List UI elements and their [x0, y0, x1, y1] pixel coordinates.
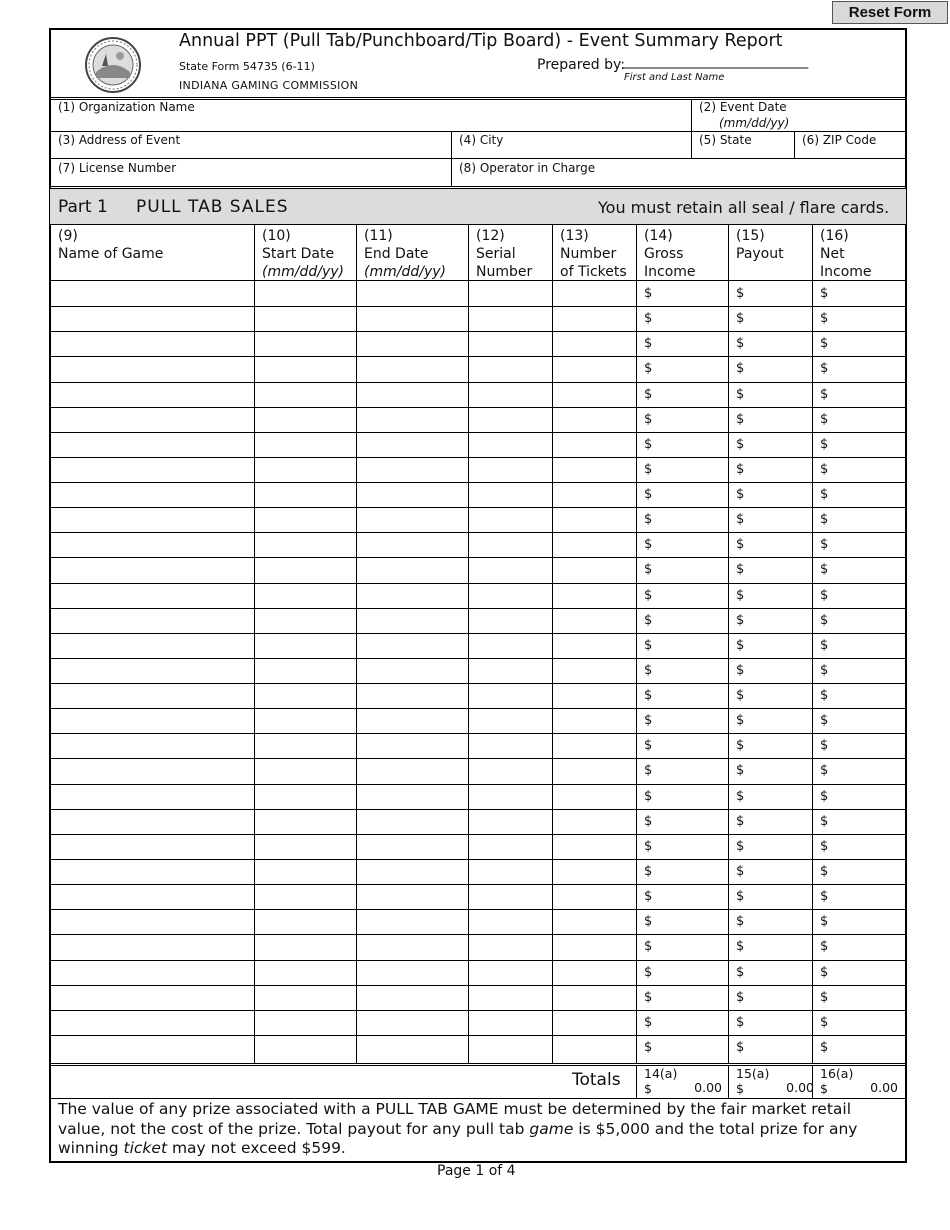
- total-label: 14(a): [644, 1066, 678, 1081]
- event-date-field[interactable]: (2) Event Date: [699, 100, 787, 114]
- currency-cell[interactable]: $: [644, 437, 653, 452]
- currency-cell[interactable]: $: [644, 864, 653, 879]
- currency-cell[interactable]: $: [820, 713, 829, 728]
- currency-cell[interactable]: $: [820, 663, 829, 678]
- part1-title: PULL TAB SALES: [136, 197, 289, 217]
- currency-cell[interactable]: $: [644, 663, 653, 678]
- currency-cell[interactable]: $: [820, 487, 829, 502]
- currency-cell[interactable]: $: [644, 688, 653, 703]
- form-title: Annual PPT (Pull Tab/Punchboard/Tip Board) - Event Summary Report: [179, 31, 783, 51]
- agency-name: INDIANA GAMING COMMISSION: [179, 79, 359, 92]
- currency-cell[interactable]: $: [820, 286, 829, 301]
- currency-cell[interactable]: $: [736, 487, 745, 502]
- currency-cell[interactable]: $: [736, 512, 745, 527]
- currency-cell[interactable]: $: [736, 1040, 745, 1055]
- total-currency: $: [644, 1081, 652, 1096]
- prepared-by-input[interactable]: ____________________________: [623, 53, 808, 69]
- zip-field[interactable]: (6) ZIP Code: [802, 133, 877, 147]
- column-header: (11) End Date (mm/dd/yy): [364, 228, 446, 280]
- currency-cell[interactable]: $: [820, 437, 829, 452]
- currency-cell[interactable]: $: [736, 763, 745, 778]
- currency-cell[interactable]: $: [820, 1015, 829, 1030]
- currency-cell[interactable]: $: [820, 311, 829, 326]
- footer-note-line1: The value of any prize associated with a PULL TAB GAME must be determined by the fair market retail: [58, 1100, 852, 1118]
- currency-cell[interactable]: $: [736, 361, 745, 376]
- total-currency: $: [736, 1081, 744, 1096]
- reset-form-button[interactable]: Reset Form: [832, 1, 948, 24]
- total-value[interactable]: 0.00: [694, 1080, 722, 1095]
- currency-cell[interactable]: $: [644, 537, 653, 552]
- currency-cell[interactable]: $: [820, 588, 829, 603]
- currency-cell[interactable]: $: [820, 562, 829, 577]
- currency-cell[interactable]: $: [820, 336, 829, 351]
- currency-cell[interactable]: $: [736, 336, 745, 351]
- currency-cell[interactable]: $: [644, 387, 653, 402]
- currency-cell[interactable]: $: [644, 1015, 653, 1030]
- currency-cell[interactable]: $: [736, 286, 745, 301]
- form-number: State Form 54735 (6-11): [179, 60, 315, 73]
- currency-cell[interactable]: $: [736, 638, 745, 653]
- currency-cell[interactable]: $: [644, 965, 653, 980]
- currency-cell[interactable]: $: [820, 965, 829, 980]
- currency-cell[interactable]: $: [644, 613, 653, 628]
- currency-cell[interactable]: $: [736, 713, 745, 728]
- currency-cell[interactable]: $: [644, 763, 653, 778]
- currency-cell[interactable]: $: [820, 462, 829, 477]
- currency-cell[interactable]: $: [644, 889, 653, 904]
- currency-cell[interactable]: $: [736, 789, 745, 804]
- currency-cell[interactable]: $: [820, 638, 829, 653]
- currency-cell[interactable]: $: [736, 864, 745, 879]
- first-last-name-caption: First and Last Name: [624, 72, 725, 83]
- totals-label: Totals: [572, 1070, 621, 1090]
- operator-field[interactable]: (8) Operator in Charge: [459, 161, 596, 175]
- currency-cell[interactable]: $: [736, 462, 745, 477]
- currency-cell[interactable]: $: [644, 814, 653, 829]
- currency-cell[interactable]: $: [644, 588, 653, 603]
- currency-cell[interactable]: $: [820, 512, 829, 527]
- currency-cell[interactable]: $: [736, 663, 745, 678]
- currency-cell[interactable]: $: [820, 814, 829, 829]
- currency-cell[interactable]: $: [644, 638, 653, 653]
- part1-notice: You must retain all seal / flare cards.: [598, 198, 890, 217]
- currency-cell[interactable]: $: [644, 336, 653, 351]
- currency-cell[interactable]: $: [644, 1040, 653, 1055]
- currency-cell[interactable]: $: [820, 738, 829, 753]
- currency-cell[interactable]: $: [736, 613, 745, 628]
- currency-cell[interactable]: $: [644, 914, 653, 929]
- column-header: (16) Net Income: [820, 228, 872, 280]
- footer-note-line2: value, not the cost of the prize. Total payout for any pull tab game is $5,000 and the total prize for any: [58, 1119, 858, 1138]
- total-value[interactable]: 0.00: [870, 1080, 898, 1095]
- currency-cell[interactable]: $: [736, 688, 745, 703]
- column-header: (13) Number of Tickets: [560, 228, 627, 280]
- currency-cell[interactable]: $: [736, 1015, 745, 1030]
- total-currency: $: [820, 1081, 828, 1096]
- currency-cell[interactable]: $: [820, 361, 829, 376]
- currency-cell[interactable]: $: [736, 588, 745, 603]
- currency-cell[interactable]: $: [736, 537, 745, 552]
- currency-cell[interactable]: $: [736, 412, 745, 427]
- currency-cell[interactable]: $: [736, 914, 745, 929]
- footer-note-line3: winning ticket may not exceed $599.: [58, 1139, 346, 1157]
- currency-cell[interactable]: $: [644, 311, 653, 326]
- column-header: (10) Start Date (mm/dd/yy): [262, 228, 344, 280]
- currency-cell[interactable]: $: [736, 965, 745, 980]
- currency-cell[interactable]: $: [644, 487, 653, 502]
- currency-cell[interactable]: $: [644, 286, 653, 301]
- column-header: (15) Payout: [736, 228, 784, 262]
- currency-cell[interactable]: $: [736, 311, 745, 326]
- license-field[interactable]: (7) License Number: [58, 161, 177, 175]
- currency-cell[interactable]: $: [736, 939, 745, 954]
- city-field[interactable]: (4) City: [459, 133, 504, 147]
- currency-cell[interactable]: $: [820, 387, 829, 402]
- currency-cell[interactable]: $: [644, 512, 653, 527]
- part1-label: Part 1: [58, 197, 108, 217]
- column-header: (9) Name of Game: [58, 228, 164, 262]
- currency-cell[interactable]: $: [736, 437, 745, 452]
- currency-cell[interactable]: $: [736, 562, 745, 577]
- currency-cell[interactable]: $: [820, 939, 829, 954]
- currency-cell[interactable]: $: [820, 688, 829, 703]
- prepared-by-label: Prepared by:: [537, 57, 625, 73]
- currency-cell[interactable]: $: [644, 462, 653, 477]
- currency-cell[interactable]: $: [644, 990, 653, 1005]
- total-label: 15(a): [736, 1066, 770, 1081]
- currency-cell[interactable]: $: [820, 763, 829, 778]
- total-value[interactable]: 0.00: [786, 1080, 814, 1095]
- currency-cell[interactable]: $: [820, 990, 829, 1005]
- footer-note: [58, 1100, 903, 1159]
- currency-cell[interactable]: $: [736, 814, 745, 829]
- address-field[interactable]: (3) Address of Event: [58, 133, 181, 147]
- total-label: 16(a): [820, 1066, 854, 1081]
- currency-cell[interactable]: $: [736, 889, 745, 904]
- currency-cell[interactable]: $: [820, 864, 829, 879]
- currency-cell[interactable]: $: [644, 839, 653, 854]
- column-header: (12) Serial Number: [476, 228, 533, 280]
- currency-cell[interactable]: $: [820, 839, 829, 854]
- currency-cell[interactable]: $: [644, 562, 653, 577]
- currency-cell[interactable]: $: [644, 738, 653, 753]
- currency-cell[interactable]: $: [736, 387, 745, 402]
- currency-cell[interactable]: $: [820, 613, 829, 628]
- currency-cell[interactable]: $: [736, 839, 745, 854]
- currency-cell[interactable]: $: [644, 412, 653, 427]
- currency-cell[interactable]: $: [820, 412, 829, 427]
- currency-cell[interactable]: $: [736, 990, 745, 1005]
- currency-cell[interactable]: $: [644, 361, 653, 376]
- column-header: (14) Gross Income: [644, 228, 696, 280]
- currency-cell[interactable]: $: [820, 537, 829, 552]
- state-field[interactable]: (5) State: [699, 133, 752, 147]
- currency-cell[interactable]: $: [644, 939, 653, 954]
- currency-cell[interactable]: $: [644, 713, 653, 728]
- org-name-field[interactable]: (1) Organization Name: [58, 100, 195, 114]
- currency-cell[interactable]: $: [820, 1040, 829, 1055]
- currency-cell[interactable]: $: [820, 914, 829, 929]
- currency-cell[interactable]: $: [820, 889, 829, 904]
- event-date-format: (mm/dd/yy): [719, 116, 790, 130]
- page-number: Page 1 of 4: [437, 1163, 516, 1179]
- currency-cell[interactable]: $: [820, 789, 829, 804]
- currency-cell[interactable]: $: [644, 789, 653, 804]
- state-seal-icon: [82, 36, 144, 94]
- currency-cell[interactable]: $: [736, 738, 745, 753]
